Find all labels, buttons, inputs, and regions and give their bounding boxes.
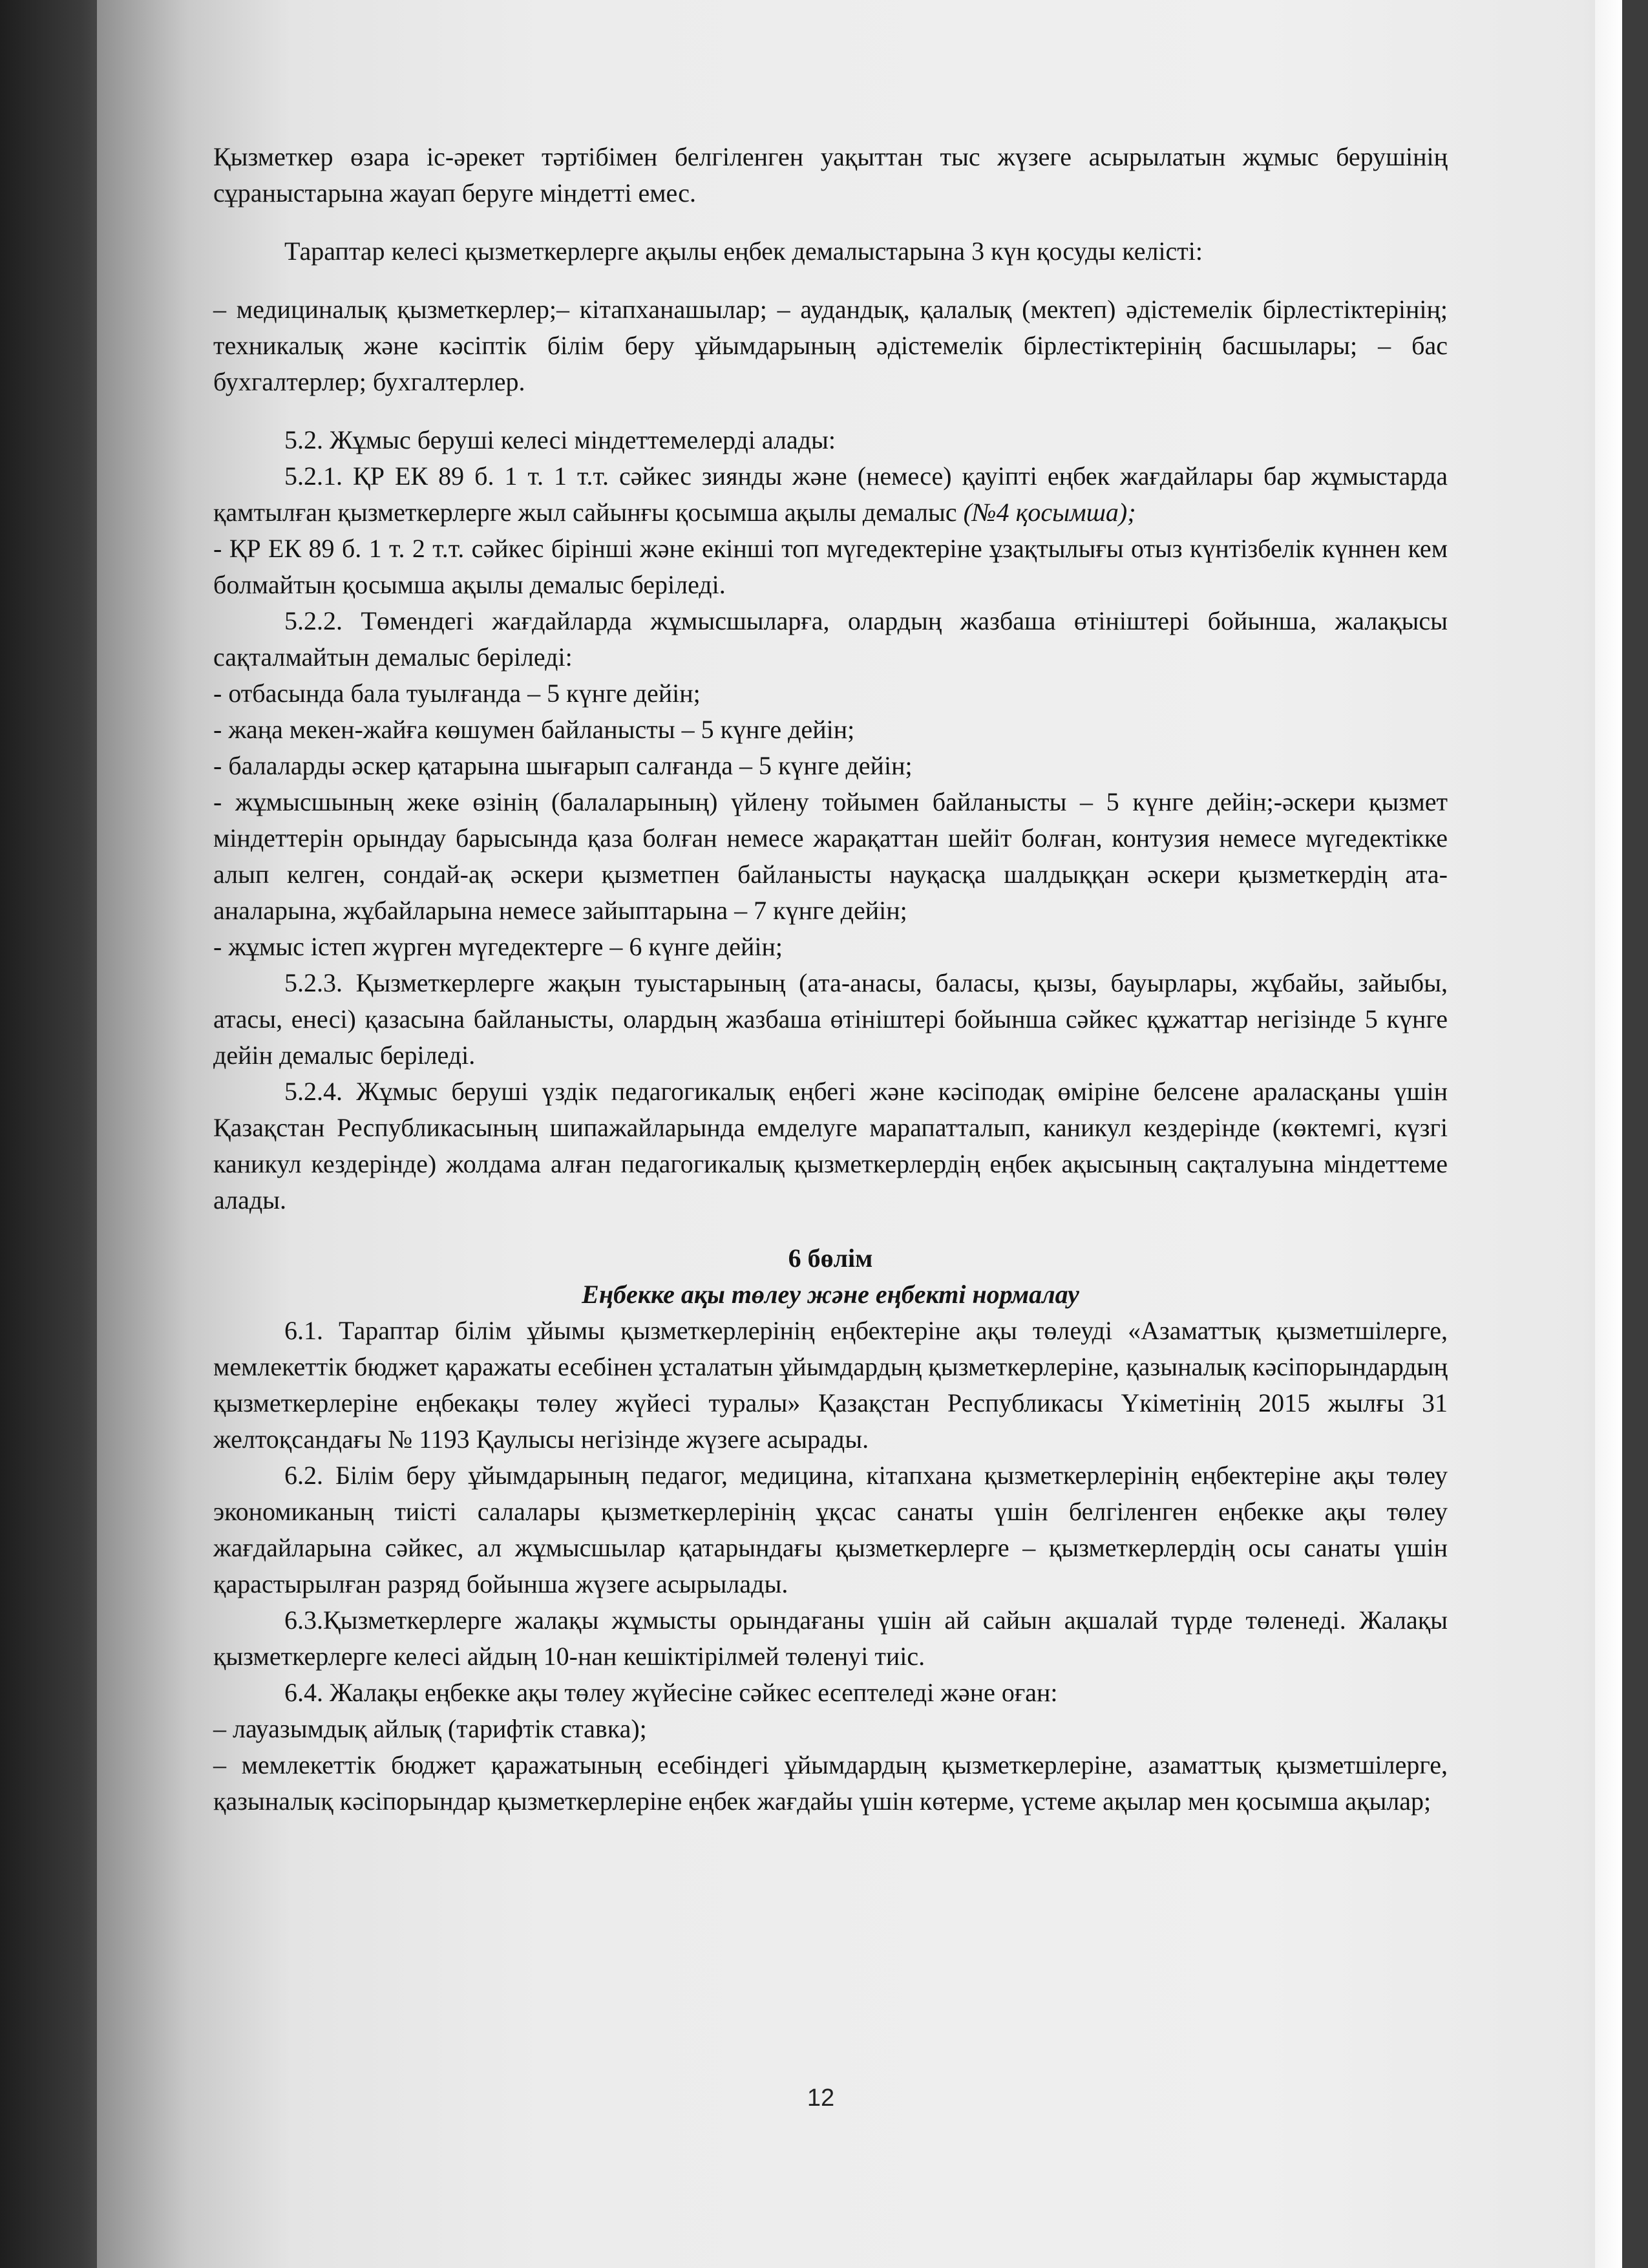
paragraph: – медициналық қызметкерлер;– кітапханашылар; – аудандық, қалалық (мектеп) әдістемелік бірлестіктерінің; техникалық және кәсіптік білім беру ұйымдарының әдістемелік бірлестіктерінің басшылары; – бас бухгалтерлер; бухгалтерлер. (213, 295, 1448, 396)
paragraph: 5.2.2. Төмендегі жағдайларда жұмысшыларға, олардың жазбаша өтініштері бойынша, жалақысы сақталмайтын демалыс беріледі: (213, 606, 1448, 672)
section-title: 6 бөлім (788, 1244, 873, 1273)
paragraph: 6.1. Тараптар білім ұйымы қызметкерлерінің еңбектеріне ақы төлеуді «Азаматтық қызметшілерге, мемлекеттік бюджет қаражаты есебінен ұсталатын ұйымдардың қызметкерлеріне, қазыналық кәсіпорындардың қызметкерлеріне еңбекақы төлеу жүйесі туралы» Қазақстан Республикасы Үкіметінің 2015 жылғы 31 желтоқсандағы № 1193 Қаулысы негізінде жүзеге асырады. (213, 1316, 1448, 1454)
paragraph: 5.2.3. Қызметкерлерге жақын туыстарының (ата-анасы, баласы, қызы, бауырлары, жұбайы, зайыбы, атасы, енесі) қазасына байланысты, олардың жазбаша өтініштері бойынша сәйкес құжаттар негізінде 5 күнге дейін демалыс беріледі. (213, 968, 1448, 1070)
list-item: - балаларды әскер қатарына шығарып салғанда – 5 күнге дейін; (213, 751, 913, 780)
list-item: - отбасында бала туылғанда – 5 күнге дейін; (213, 679, 701, 708)
paragraph: - ҚР ЕК 89 б. 1 т. 2 т.т. сәйкес бірінші және екінші топ мүгедектеріне ұзақтылығы отыз күнтізбелік күннен кем болмайтын қосымша ақылы демалыс беріледі. (213, 534, 1448, 599)
list-item: - жұмыс істеп жүрген мүгедектерге – 6 күнге дейін; (213, 932, 783, 961)
paragraph: 5.2.4. Жұмыс беруші үздік педагогикалық еңбегі және кәсіподақ өміріне белсене араласқаны үшін Қазақстан Республикасының шипажайларында емделуге марапатталып, каникул кездерінде (көктемгі, күзгі каникул кездерінде) жолдама алған педагогикалық қызметкерлердің еңбек ақысының сақталуына міндеттеме алады. (213, 1077, 1448, 1214)
list-item: – лауазымдық айлық (тарифтік ставка); (213, 1714, 647, 1743)
list-item: - жұмысшының жеке өзінің (балаларының) үйлену тойымен байланысты – 5 күнге дейін;-әскери қызмет міндеттерін орындау барысында қаза болған немесе жарақаттан шейіт болған, контузия немесе мүгедектікке алып келген, сондай-ақ әскери қызметпен байланысты науқасқа шалдыққан әскери қызметкердің ата-аналарына, жұбайларына немесе зайыптарына – 7 күнге дейін; (213, 787, 1448, 925)
appendix-reference: (№4 қосымша); (963, 498, 1136, 527)
paragraph-text: 5.2.1. ҚР ЕК 89 б. 1 т. 1 т.т. сәйкес зиянды және (немесе) қауіпті еңбек жағдайлары бар жұмыстарда қамтылған қызметкерлерге жыл сайынғы қосымша ақылы демалыс (213, 461, 1448, 527)
paragraph (213, 458, 1448, 531)
paragraph: 6.4. Жалақы еңбекке ақы төлеу жүйесіне сәйкес есептеледі және оған: (284, 1678, 1058, 1707)
paragraph: Қызметкер өзара іс-әрекет тәртібімен белгіленген уақыттан тыс жүзеге асырылатын жұмыс берушінің сұраныстарына жауап беруге міндетті емес. (213, 142, 1448, 207)
paragraph: 5.2. Жұмыс беруші келесі міндеттемелерді алады: (284, 425, 836, 454)
page-edge (1595, 0, 1622, 2268)
page-body (213, 139, 1448, 1819)
list-item: - жаңа мекен-жайға көшумен байланысты – 5 күнге дейін; (213, 715, 855, 744)
section-subtitle: Еңбекке ақы төлеу және еңбекті нормалау (582, 1280, 1079, 1309)
paragraph: 6.2. Білім беру ұйымдарының педагог, медицина, кітапхана қызметкерлерінің еңбектеріне ақы төлеу экономиканың тиісті салалары қызметкерлерінің ұқсас санаты үшін белгіленген еңбекке ақы төлеу жағдайларына сәйкес, ал жұмысшылар қатарындағы қызметкерлерге – қызметкерлердің осы санаты үшін қарастырылған разряд бойынша жүзеге асырылады. (213, 1461, 1448, 1598)
page-number: 12 (807, 2084, 835, 2112)
paragraph: 6.3.Қызметкерлерге жалақы жұмысты орындағаны үшін ай сайын ақшалай түрде төленеді. Жалақы қызметкерлерге келесі айдың 10-нан кешіктірілмей төленуі тиіс. (213, 1606, 1448, 1671)
paragraph: Тараптар келесі қызметкерлерге ақылы еңбек демалыстарына 3 күн қосуды келісті: (284, 237, 1203, 266)
list-item: – мемлекеттік бюджет қаражатының есебіндегі ұйымдардың қызметкерлеріне, азаматтық қызметшілерге, қазыналық кәсіпорындар қызметкерлеріне еңбек жағдайы үшін көтерме, үстеме ақылар мен қосымша ақылар; (213, 1750, 1448, 1816)
